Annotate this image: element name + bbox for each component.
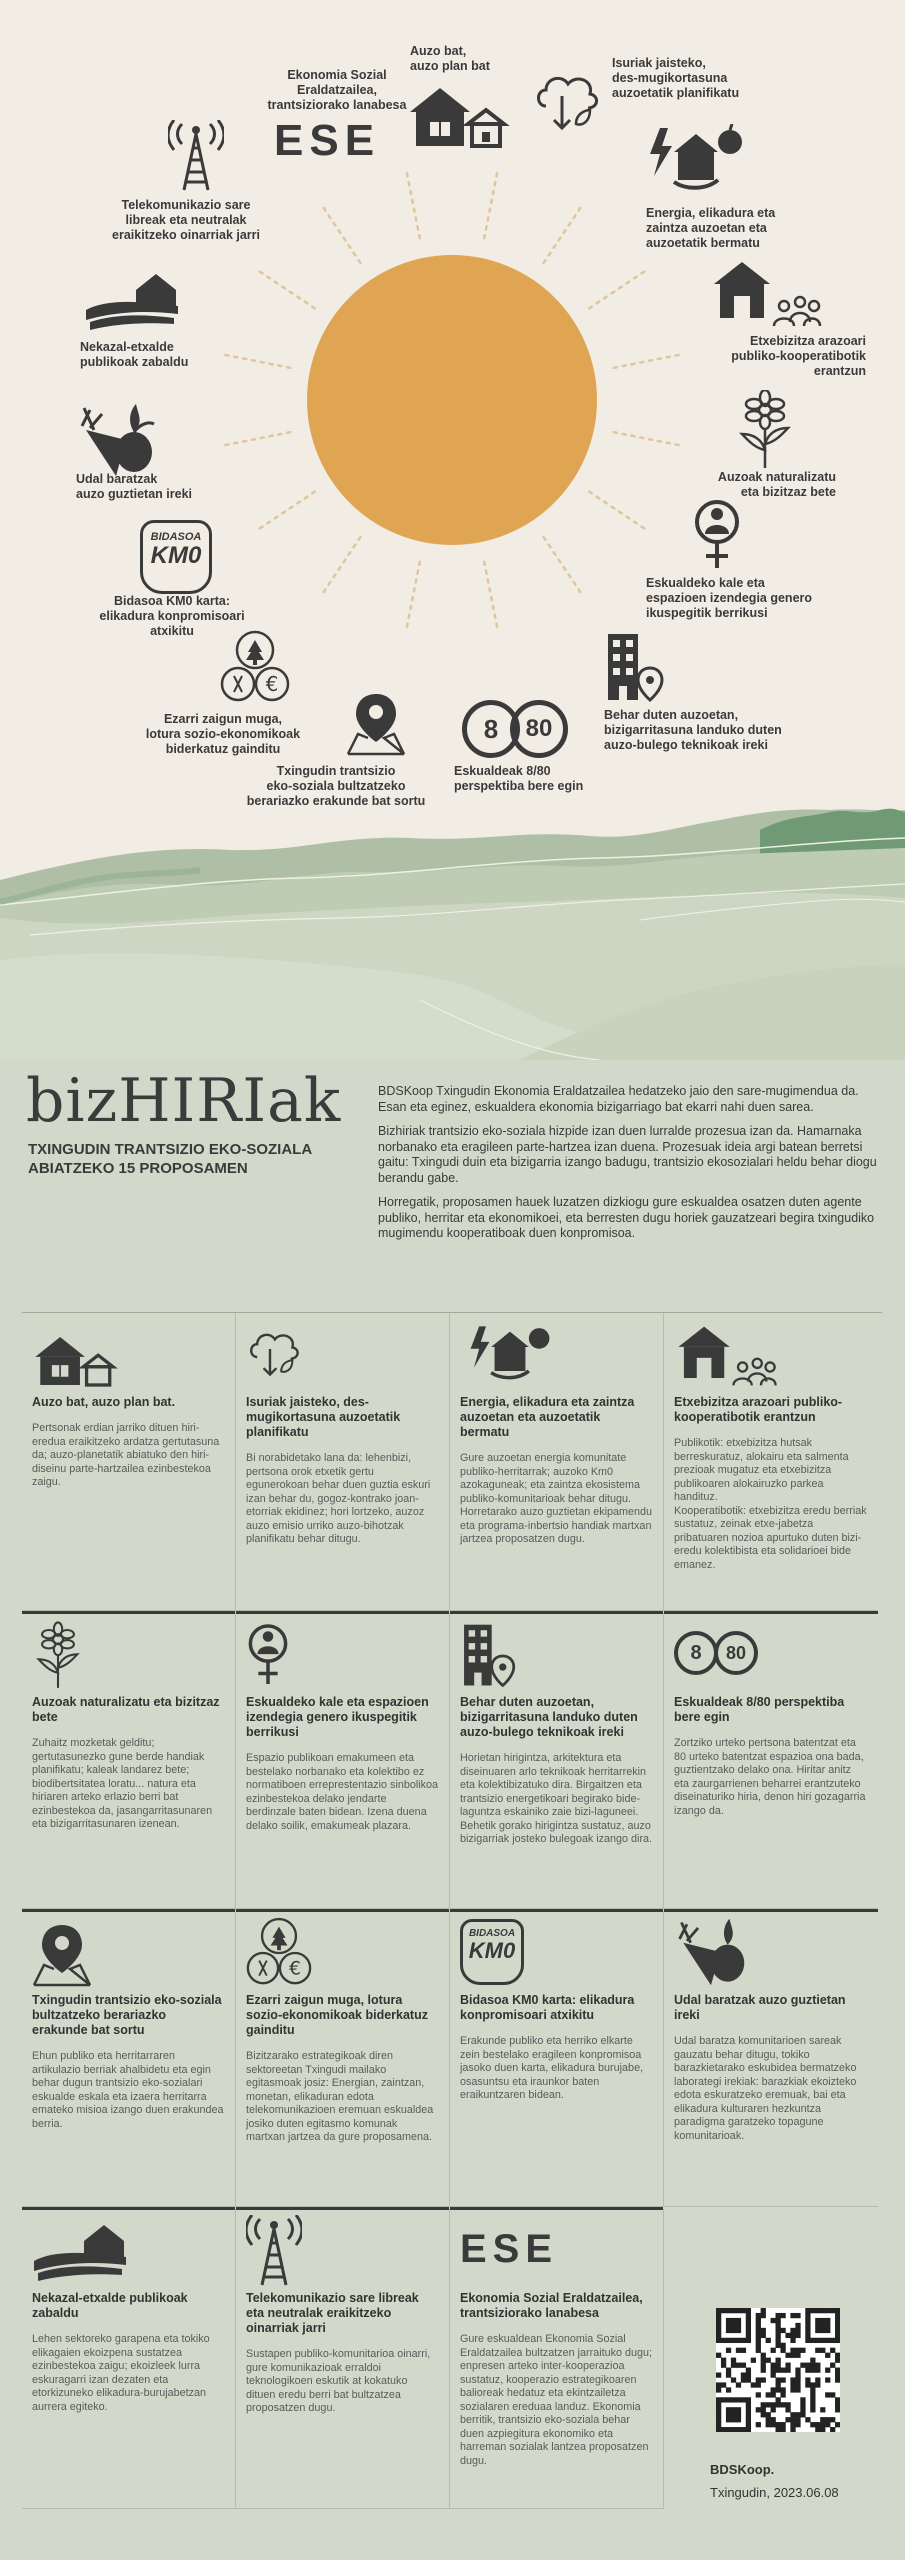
intro-text xyxy=(378,1084,878,1251)
km0-logo-line1: BIDASOA xyxy=(468,1928,516,1939)
proposal-card xyxy=(236,2209,450,2509)
card-text: Sustapen publiko-komunitarioa oinarri, gure komunikazioak erraldoi teknologikoen eskutik at kokatuko dituen eredu berri bat bultzatzea proposatzen dugu. xyxy=(246,2348,431,2414)
hero-label-telekom: Telekomunikazio sare libreak eta neutralak eraikitzeko oinarriak jarri xyxy=(112,198,260,242)
card-title: Eskualdeak 8/80 perspektiba bere egin xyxy=(674,1695,845,1724)
ese-logo: ESE xyxy=(274,116,381,165)
card-text: Espazio publikoan emakumeen eta bestelako norbanako eta kolektibo ez normatiboen erreprestentazio sinbolikoa ezinbestekoa delako jendarte berdinzale baten bidean. Izena duena delako soilik, emakumeak plazara. xyxy=(246,1752,439,1832)
card-icon-farm xyxy=(32,2209,225,2289)
card-title: Behar duten auzoetan, bizigarritasuna landuko duten auzo-bulego teknikoak ireki xyxy=(460,1695,638,1739)
proposal-card xyxy=(450,1313,664,1611)
card-title: Eskualdeko kale eta espazioen izendegia genero ikuspegitik berrikusi xyxy=(246,1695,429,1739)
speed-sign-8: 8 xyxy=(462,700,520,758)
sun-ray xyxy=(589,269,647,308)
energy-house-apple-icon xyxy=(646,124,746,194)
building-pin-icon xyxy=(460,1621,516,1691)
card-text: Zuhaitz mozketak gelditu; gertutasunezko gune berde handiak planifikatu; kaleak landarez bete; biodibertsitatea loratu... natura eta hiriaren arteko erlazio berri bat ezinbestekoa da, jasangarritasunaren eta bizigarritasunaren izenean. xyxy=(32,1737,213,1830)
proposal-card xyxy=(664,1613,878,1909)
card-title: Auzoak naturalizatu eta bizitzaz bete xyxy=(32,1695,220,1724)
hero-label-km0: Bidasoa KM0 karta: elikadura konpromisoari atxikitu xyxy=(99,594,245,638)
vegetables-icon xyxy=(674,1915,748,1989)
houses-icon xyxy=(406,82,510,152)
card-title: Etxebizitza arazoari publiko-kooperatibotik erantzun xyxy=(674,1395,843,1424)
hero-artwork xyxy=(0,0,905,1060)
svg-text:€: € xyxy=(265,672,279,696)
organization-name: BDSKoop. xyxy=(710,2462,775,2477)
sun-ray xyxy=(406,170,420,239)
sun-ray xyxy=(406,562,420,631)
flower-icon xyxy=(734,390,796,470)
sun-ray xyxy=(257,492,315,531)
coins-tree-euro-icon xyxy=(220,630,290,706)
card-text: Ehun publiko eta herritarraren artikulazio berriak ahalbidetu eta egin behar dugun trantsizio eko-sozialari eskualde eskala eta izaera herritarra emateko misioa izango duen erakundea berria. xyxy=(32,2050,224,2130)
card-title: Udal baratzak auzo guztietan ireki xyxy=(674,1993,846,2022)
km0-logo-line2: KM0 xyxy=(150,542,202,569)
card-icon-cloud xyxy=(246,1313,439,1393)
intro-paragraph: BDSKoop Txingudin Ekonomia Eraldatzailea hedatzeko jaio den sare-mugimendua da. Esan eta eginez, eskualdera ekonomia bizigarriago bat ekarri nahi duen sarea. xyxy=(378,1084,859,1114)
card-title: Energia, elikadura eta zaintza auzoetan eta auzoetatik bermatu xyxy=(460,1395,635,1439)
proposal-card xyxy=(22,1911,236,2207)
proposal-card xyxy=(236,1911,450,2207)
sun-ray xyxy=(222,432,291,446)
venus-person-icon xyxy=(246,1623,290,1687)
hero-label-nekazal: Nekazal-etxalde publikoak zabaldu xyxy=(80,340,189,369)
card-text: Udal baratza komunitarioen sareak gauzatu behar ditugu, tokiko barazkietarako eskubidea bermatzeko laborategi irekiak: barazkiak ekoizteko edota eskuratzeko eremuak, bai eta elikadura kulturaren hezkuntza paradigma garatzeko topagune komunitarioak. xyxy=(674,2035,857,2142)
sun-ray xyxy=(544,537,583,595)
proposal-card xyxy=(664,1911,878,2207)
house-people-icon xyxy=(712,258,822,330)
card-icon-antenna xyxy=(246,2209,439,2289)
venus-person-icon xyxy=(692,500,742,570)
sun-ray xyxy=(484,170,498,239)
card-icon-energy xyxy=(460,1313,653,1393)
hero-label-behar: Behar duten auzoetan, bizigarritasuna landuko duten auzo-bulego teknikoak ireki xyxy=(604,708,782,752)
card-icon-vegetables xyxy=(674,1911,868,1991)
card-icon-flower xyxy=(32,1613,225,1693)
brand-subtitle: TXINGUDIN TRANTSIZIO EKO-SOZIALA ABIATZEKO 15 PROPOSAMEN xyxy=(28,1141,312,1177)
card-icon-map-pin xyxy=(32,1911,225,1991)
hero-label-muga: Ezarri zaigun muga, lotura sozio-ekonomikoak biderkatuz gainditu xyxy=(145,712,301,756)
card-text: Bi norabidetako lana da: lehenbizi, pertsona orok etxetik gertu egunerokoan behar duen guztia eskuri izan behar du, gogoz-kontrako joan-etorriak ekidinez; hori lortzeko, auzoz auzo emisio urriko auzo-bihotzak planifikatu behar ditugu. xyxy=(246,1452,431,1545)
brand-title: bizHIRIak xyxy=(26,1066,342,1136)
proposal-card xyxy=(236,1313,450,1611)
intro-section xyxy=(0,1060,905,1300)
map-pin-icon xyxy=(346,690,406,756)
card-icon-house-people xyxy=(674,1313,868,1393)
proposal-card xyxy=(236,1613,450,1909)
sun-ray xyxy=(257,269,315,308)
proposal-card xyxy=(22,2209,236,2509)
card-title: Bidasoa KM0 karta: elikadura konpromisoari atxikitu xyxy=(460,1993,635,2022)
card-title: Txingudin trantsizio eko-soziala bultzatzeko berariazko erakunde bat sortu xyxy=(32,1993,222,2037)
hero-label-auzo: Auzo bat, auzo plan bat xyxy=(410,44,490,73)
card-text: Publikotik: etxebizitza hutsak berreskuratuz, alokairu eta salmenta prezioak mugatuz eta etxebizitza publikoaren alokairuzko parkea handituz. Kooperatibotik: etxebizitza eredu berriak sustatuz, zeinak etxe-jabetza pribatuaren nozioa apurtuko duten bizi-eredu kolektibista eta solidarioei bide emanez. xyxy=(674,1437,867,1571)
mountains-illustration xyxy=(0,809,905,1060)
speed-sign-8: 8 xyxy=(674,1631,718,1675)
farm-icon xyxy=(32,2221,128,2285)
houses-icon xyxy=(32,1331,118,1391)
card-text: Lehen sektoreko garapena eta tokiko elikagaien ekoizpena sustatzea ezinbestekoa zaigu; ekoizleek lurra eskuragarri izan dezaten eta etorkizuneko elikadura-burujabetzan aurrera egiteko. xyxy=(32,2333,210,2413)
vegetables-icon xyxy=(76,400,156,480)
card-text: Horietan hirigintza, arkitektura eta diseinuaren arlo teknikoak herritarrekin eta kolektibizatuko dira. Birgaitzen eta trantsizio energetikoari begirako bide-laguntza eskainiko zaie bizi-laguneei. Behetik gorako hirigintza sustatuz, auzo bizigarriak josteko bulegoak izango dira. xyxy=(460,1752,653,1845)
hero-section xyxy=(0,0,905,1060)
card-icon-km0 xyxy=(460,1911,653,1991)
hero-label-txingudin: Txingudin trantsizio eko-soziala bultzatzeko berariazko erakunde bat sortu xyxy=(246,764,426,808)
hero-label-naturalizatu: Auzoak naturalizatu eta bizitzaz bete xyxy=(717,470,836,499)
sun-circle xyxy=(307,255,597,545)
svg-text:€: € xyxy=(289,1958,302,1980)
sun-ray xyxy=(321,537,360,595)
sun-ray xyxy=(544,205,583,263)
intro-paragraph: Bizhiriak trantsizio eko-soziala hizpide izan duen lurralde prozesua izan da. Hamarnaka norbanako eta eragileen parte-hartzea izan duena. Prozesuak ideia argi batean berretsi gaitu: Txingudi duin eta bizigarria izango badugu, trantsizio ekosozialari heldu behar diogu berandu gabe. xyxy=(378,1124,877,1185)
intro-paragraph: Horregatik, proposamen hauek luzatzen dizkiogu gure eskualdea osatzen duten agente publiko, herritar eta ekonomikoei, eta berresten dugu horiek gauzatzeari begira txingudiko mugimendu kooperatiboak duen konpromisoa. xyxy=(378,1195,875,1240)
hero-label-eskualdeak: Eskualdeak 8/80 perspektiba bere egin xyxy=(454,764,584,793)
km0-logo-line1: BIDASOA xyxy=(150,531,202,543)
antenna-icon xyxy=(168,120,224,192)
km0-logo-line2: KM0 xyxy=(468,1938,516,1963)
proposal-card xyxy=(22,1613,236,1909)
publication-date: Txingudin, 2023.06.08 xyxy=(710,2485,839,2500)
cloud-leaf-icon xyxy=(532,66,602,136)
card-title: Ekonomia Sozial Eraldatzailea, trantsiziorako lanabesa xyxy=(460,2291,643,2320)
card-text: Erakunde publiko eta herriko elkarte zein bestelako eragileen konpromisoa jasoko duen karta, elikadura burujabe, osasuntsu eta iraunkor baten eraikuntzaren bidean. xyxy=(460,2035,644,2101)
map-pin-icon xyxy=(32,1921,92,1987)
card-icon-speed-signs xyxy=(674,1613,868,1693)
card-icon-venus xyxy=(246,1613,439,1693)
card-icon-ese xyxy=(460,2209,653,2289)
proposal-card xyxy=(450,2209,664,2509)
sun-ray xyxy=(484,562,498,631)
card-title: Auzo bat, auzo plan bat. xyxy=(32,1395,176,1409)
sun-ray xyxy=(589,492,647,531)
card-icon-houses xyxy=(32,1313,225,1393)
speed-sign-80: 80 xyxy=(714,1631,758,1675)
card-text: Gure auzoetan energia komunitate publiko-herritarrak; auzoko Km0 azokaguneak; eta zaintza ekosistema publiko-komunitarioak behar ditugu. Horretarako auzo guztietan ekipamendu eta programa-inbertsio handiak martxan jartzea proposatzen dugu. xyxy=(460,1452,653,1545)
proposal-card xyxy=(450,1911,664,2207)
sun-ray xyxy=(614,432,683,446)
card-title: Isuriak jaisteko, des-mugikortasuna auzoetatik planifikatu xyxy=(246,1395,401,1439)
hero-label-kalea: Eskualdeko kale eta espazioen izendegia genero ikuspegitik berrikusi xyxy=(646,576,813,620)
proposal-card xyxy=(664,1313,878,1611)
hero-label-ese: Ekonomia Sozial Eraldatzailea, trantsiziorako lanabesa xyxy=(267,68,407,112)
hero-label-energia: Energia, elikadura eta zaintza auzoetan eta auzoetatik bermatu xyxy=(646,206,776,250)
qr-code[interactable] xyxy=(716,2308,840,2432)
cloud-leaf-icon xyxy=(246,1325,302,1381)
card-icon-building xyxy=(460,1613,653,1693)
antenna-icon xyxy=(246,2215,302,2287)
card-text: Gure eskualdean Ekonomia Sozial Eraldatzailea bultzatzen jarraituko dugu; enpresen arteko inter-kooperazioa sustatuz, kooperazio estrategikoaren balioreak hedatuz eta ekintzailetza sozialaren ereduaa landuz. Ekonomia berritik, trantsizio eko-soziala behar duen azpiegitura ekonomiko eta harreman sozialak lantzea proposatzen dugu. xyxy=(460,2333,653,2467)
card-title: Ezarri zaigun muga, lotura sozio-ekonomikoak biderkatuz gainditu xyxy=(246,1993,428,2037)
proposal-card xyxy=(22,1313,236,1611)
card-title: Telekomunikazio sare libreak eta neutralak eraikitzeko oinarriak jarri xyxy=(246,2291,419,2335)
card-text: Bizitzarako estrategikoak diren sektoreetan Txingudi mailako egitasmoak josiz: Energian, zaintzan, monetan, elikaduran edota telekomunikazioen eremuan eskualdea josiko duten egitasmo komunak martxan jartzea da gure proposamena. xyxy=(246,2050,434,2143)
ese-logo: ESE xyxy=(460,2227,559,2271)
sun-ray xyxy=(321,205,360,263)
flower-icon xyxy=(32,1621,84,1691)
card-text: Zortziko urteko pertsona batentzat eta 80 urteko batentzat espazioa ona bada, guztientzako delako ona. Hiritar anitz eta zaurgarrienen beharrei erantzuteko diseinaturiko hiria, denon hiri gozagarria izango da. xyxy=(674,1737,866,1817)
house-people-icon xyxy=(674,1323,780,1389)
proposal-card xyxy=(450,1613,664,1909)
sun-ray xyxy=(222,354,291,368)
card-title: Nekazal-etxalde publikoak zabaldu xyxy=(32,2291,188,2320)
bidasoa-km0-logo xyxy=(140,520,212,594)
bidasoa-km0-logo xyxy=(460,1919,524,1985)
card-icon-coins xyxy=(246,1911,439,1991)
building-pin-icon xyxy=(604,630,664,706)
hero-label-etxebizitza: Etxebizitza arazoari publiko-kooperatibotik erantzun xyxy=(731,334,866,378)
hero-label-udal: Udal baratzak auzo guztietan ireki xyxy=(76,472,192,501)
hero-label-isuriak: Isuriak jaisteko, des-mugikortasuna auzoetatik planifikatu xyxy=(612,56,740,100)
speed-sign-80: 80 xyxy=(510,700,568,758)
coins-tree-euro-icon xyxy=(246,1917,312,1989)
energy-house-apple-icon xyxy=(460,1323,560,1383)
card-text: Pertsonak erdian jarriko dituen hiri-eredua eraikitzeko ardatza gertutasuna da; auzo-planetatik abiatuko den hiri-diseinu parte-hartzailea ezinbestekoa zaigu. xyxy=(32,1422,220,1488)
farm-icon xyxy=(84,270,180,334)
sun-ray xyxy=(614,354,683,368)
